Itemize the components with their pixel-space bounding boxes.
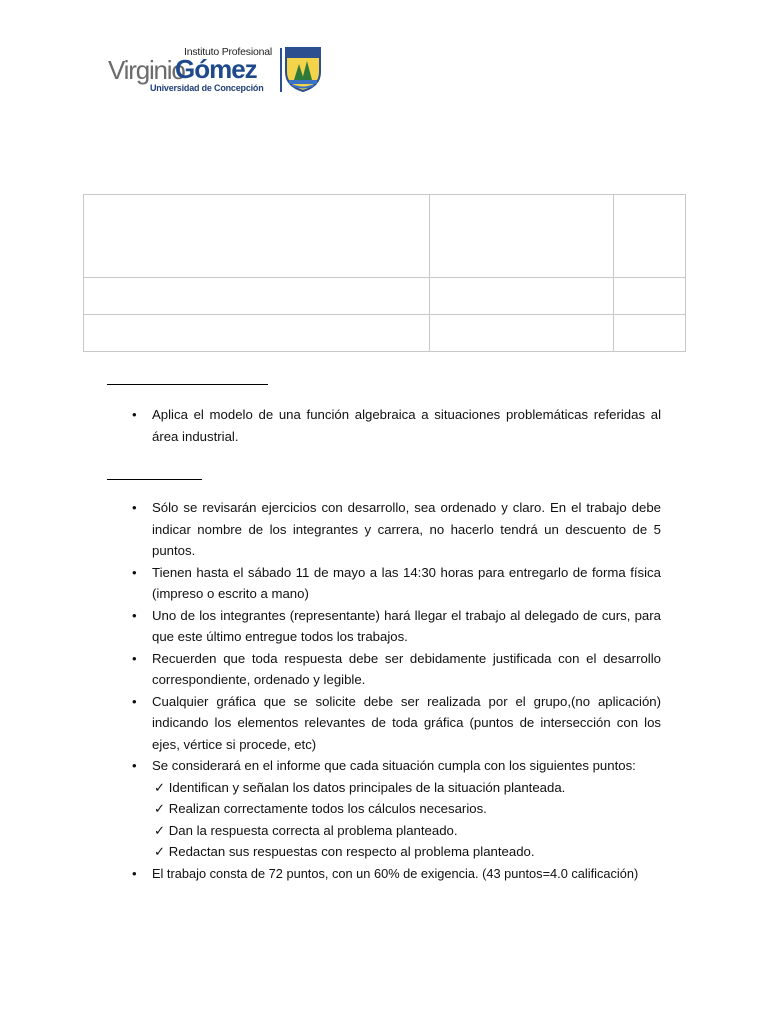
table-cell (430, 195, 614, 278)
logo-divider (280, 48, 282, 92)
list-item: • Aplica el modelo de una función algebraica a situaciones problemáticas referidas al área industrial. (130, 404, 661, 447)
logo-name-second: Gómez (175, 54, 257, 84)
bullet-icon: • (132, 865, 137, 881)
bullet-icon: • (132, 650, 137, 666)
criteria-item: ✓ Redactan sus respuestas con respecto al problema planteado. (154, 844, 535, 859)
table-cell (614, 195, 686, 278)
list-item: • Cualquier gráfica que se solicite debe ser realizada por el grupo,(no aplicación) indicando los elementos relevantes de toda gráfica (puntos de intersección con los ejes, vértice si procede, etc) (130, 691, 661, 756)
list-item: • Sólo se revisarán ejercicios con desarrollo, sea ordenado y claro. En el trabajo debe indicar nombre de los integrantes y carrera, no hacerlo tendrá un descuento de 5 puntos. (130, 497, 661, 562)
table-cell (84, 278, 430, 315)
bullet-icon: • (132, 564, 137, 580)
list-item: • Uno de los integrantes (representante) hará llegar el trabajo al delegado de curs, para que este último entregue todos los trabajos. (130, 605, 661, 648)
bullet-icon: • (132, 407, 137, 422)
table-row (84, 278, 686, 315)
table-cell (84, 315, 430, 352)
criteria-item: ✓ Identifican y señalan los datos principales de la situación planteada. (154, 779, 566, 795)
list-item: • Tienen hasta el sábado 11 de mayo a las 14:30 horas para entregarlo de forma física (impreso o escrito a mano) (130, 562, 661, 605)
logo-university: Universidad de Concepción (150, 83, 264, 93)
section-heading-underline (107, 479, 202, 480)
bullet-icon: • (132, 693, 137, 709)
criteria-item: ✓ Dan la respuesta correcta al problema planteado. (154, 822, 458, 838)
objectives-list (130, 404, 661, 447)
section-heading-underline (107, 384, 268, 385)
institution-logo (108, 46, 323, 96)
table-cell (430, 315, 614, 352)
student-info-table (83, 194, 686, 352)
bullet-icon: • (132, 607, 137, 623)
shield-icon (284, 46, 322, 92)
table-row (84, 315, 686, 352)
table-row (84, 195, 686, 278)
table-cell (84, 195, 430, 278)
list-item: • El trabajo consta de 72 puntos, con un 60% de exigencia. (43 puntos=4.0 calificación) (130, 863, 661, 885)
table-cell (614, 315, 686, 352)
instructions-list (130, 497, 661, 884)
logo-subtitle: Instituto Profesional (184, 46, 273, 58)
table-cell (430, 278, 614, 315)
bullet-icon: • (132, 758, 137, 773)
list-item: • Recuerden que toda respuesta debe ser debidamente justificada con el desarrollo correspondiente, ordenado y legible. (130, 648, 661, 691)
criteria-item: ✓ Realizan correctamente todos los cálculos necesarios. (154, 801, 487, 816)
list-item: • Se considerará en el informe que cada situación cumpla con los siguientes puntos: (130, 755, 661, 777)
table-cell (614, 278, 686, 315)
bullet-icon: • (132, 500, 137, 515)
logo-name-first: Virginio (108, 55, 185, 85)
